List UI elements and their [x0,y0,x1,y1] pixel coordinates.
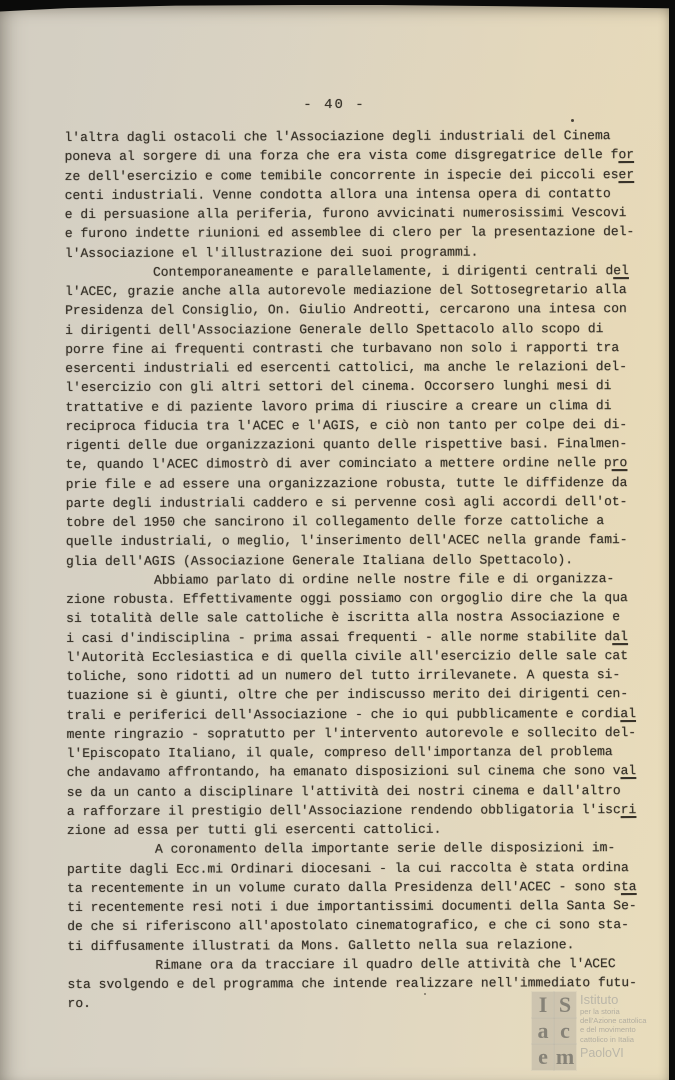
isacem-logo-letter: e [532,1044,554,1070]
isacem-logo-letter: I [532,992,554,1018]
text-line: i casi d'indisciplina - prima assai frequenti - alle norme stabilite dal [66,628,628,646]
underscore-hyphen: ta [620,878,637,894]
ink-speck [424,993,426,995]
isacem-watermark [532,992,660,1072]
text-line: ti recentemente resi noti i due importantissimi documenti della Santa Se- [67,898,637,916]
watermark-line: e del movimento [580,1025,636,1035]
text-line: glia dell'AGIS (Associazione Generale Italiana dello Spettacolo). [65,551,574,569]
underscore-hyphen: ro [611,455,628,471]
watermark-title: Istituto [580,992,619,1007]
text-line: poneva al sorgere di una forza che era vista come disgregatrice delle for [64,147,635,165]
text-line: che andavamo affrontando, ha emanato disposizioni sul cinema che sono val [66,763,637,781]
text-line: ro. [67,996,91,1012]
underscore-hyphen: al [612,628,628,644]
text-line: esercenti industriali ed esercenti cattolici, ma anche le relazioni del- [65,359,628,377]
text-line: ze dell'esercizio e come temibile concorrente in ispecie dei piccoli eser [64,166,635,184]
text-line: e di persuasione alla periferia, furono avvicinati numerosissimi Vescovi [64,205,627,223]
underscore-hyphen: er [618,166,635,182]
text-line: a rafforzare il prestigio dell'Associazione rendendo obbligatoria l'iscri [66,801,637,819]
text-line: trattative e di paziente lavoro prima di riuscire a creare un clima di [65,397,612,415]
text-line: A coronamento della importante serie delle disposizioni im- [154,840,616,857]
text-line: se da un canto a disciplinare l'attività dei nostri cinema e dall'altro [66,782,621,800]
text-line: te, quando l'ACEC dimostrò di aver cominciato a mettere ordine nelle pro [65,455,628,473]
text-line: l'Autorità Ecclesiastica e di quella civile all'esercizio delle sale cat [66,647,629,665]
text-line: sta svolgendo e del programma che intende realizzare nell'immediato futu- [67,975,637,993]
text-line: l'Associazione el l'illustrazione dei suoi programmi. [64,244,479,261]
isacem-text-block [580,992,646,1072]
watermark-line: cattolico in Italia [580,1034,635,1044]
underscore-hyphen: ri [620,801,637,817]
text-line: de che si riferiscono all'apostolato cinematografico, e che ci sono sta- [67,917,629,935]
text-line: centi industriali. Venne condotta allora una intensa opera di contatto [64,185,611,203]
underscore-hyphen: el [613,262,629,278]
text-line: l'esercizio con gli altri settori del cinema. Occorsero lunghi mesi di [65,378,612,396]
isacem-logo-letter: a [532,1018,554,1044]
isacem-logo-letter: S [554,992,576,1018]
page-number: - 40 - [303,97,366,113]
text-line: Rimane ora da tracciare il quadro delle attività che l'ACEC [155,955,616,973]
text-line: prie file e ad essere una organizzazione robusta, tutte le diffidenze da [65,474,628,492]
text-line: Abbiamo parlato di ordine nelle nostre file e di organizza- [154,570,615,588]
scanned-page [0,5,669,1080]
text-line: l'altra dagli ostacoli che l'Associazione degli industriali del Cinema [64,128,611,146]
text-line: zione robusta. Effettivamente oggi possiamo con orgoglio dire che la qua [66,590,628,608]
text-line: quelle industriali, o meglio, l'inserimento dell'ACEC nella grande fami- [65,532,628,550]
watermark-paolo-vi: PaoloVI [580,1045,624,1060]
text-line: ta recentemente in un volume curato dalla Presidenza dell'ACEC - sono sta [67,878,637,896]
text-line: l'Episcopato Italiano, il quale, compreso dell'importanza del problema [66,744,613,762]
text-line: ti diffusamente illustrati da Mons. Galletto nella sua relazione. [67,936,575,954]
isacem-logo [532,992,576,1072]
text-line: Presidenza del Consiglio, On. Giulio Andreotti, cercarono una intesa con [65,301,627,319]
text-line: l'ACEC, grazie anche alla autorevole mediazione del Sottosegretario alla [65,282,627,300]
text-line: rigenti delle due organizzazioni quanto delle rispettive basi. Finalmen- [65,436,628,454]
text-line: porre fine ai frequenti contrasti che turbavano non solo i rapporti tra [65,339,620,357]
underscore-hyphen: or [618,147,635,163]
text-line: reciproca fiducia tra l'ACEC e l'AGIS, e ciò non tanto per colpe dei di- [65,416,628,434]
underscore-hyphen: al [620,763,637,779]
text-line: Contemporaneamente e parallelamente, i dirigenti centrali del [152,262,629,280]
text-line: tobre del 1950 che sancirono il collegamento delle forze cattoliche a [65,513,605,531]
text-line: si totalità delle sale cattoliche è iscritta alla nostra Associazione e [66,609,621,627]
text-line: e furono indette riunioni ed assemblee di clero per la presentazione del- [64,224,635,242]
text-line: trali e periferici dell'Associazione - che io qui pubblicamente e cordial [66,705,637,723]
ink-speck [571,119,574,122]
text-line: i dirigenti dell'Associazione Generale dello Spettacolo allo scopo di [65,320,604,338]
text-line: tuazione si è giunti, oltre che per indiscusso merito dei dirigenti cen- [66,686,629,704]
text-line: parte degli industriali caddero e si pervenne così agli accordi dell'ot- [65,493,628,511]
watermark-line: dell'Azione cattolica [580,1016,647,1026]
isacem-logo-letter: c [554,1018,576,1044]
text-line: mente ringrazio - sopratutto per l'intervento autorevole e sollecito del- [66,724,637,742]
text-line: partite dagli Ecc.mi Ordinari diocesani - la cui raccolta è stata ordina [67,859,629,877]
isacem-logo-letter: m [555,1044,575,1069]
text-line: toliche, sono ridotti ad un numero del tutto irrilevanete. A questa si- [66,667,621,685]
underscore-hyphen: al [620,705,637,721]
document-text [64,126,657,1014]
watermark-line: per la storia [580,1007,620,1016]
text-line: zione ad essa per tutti gli esercenti cattolici. [66,821,442,839]
